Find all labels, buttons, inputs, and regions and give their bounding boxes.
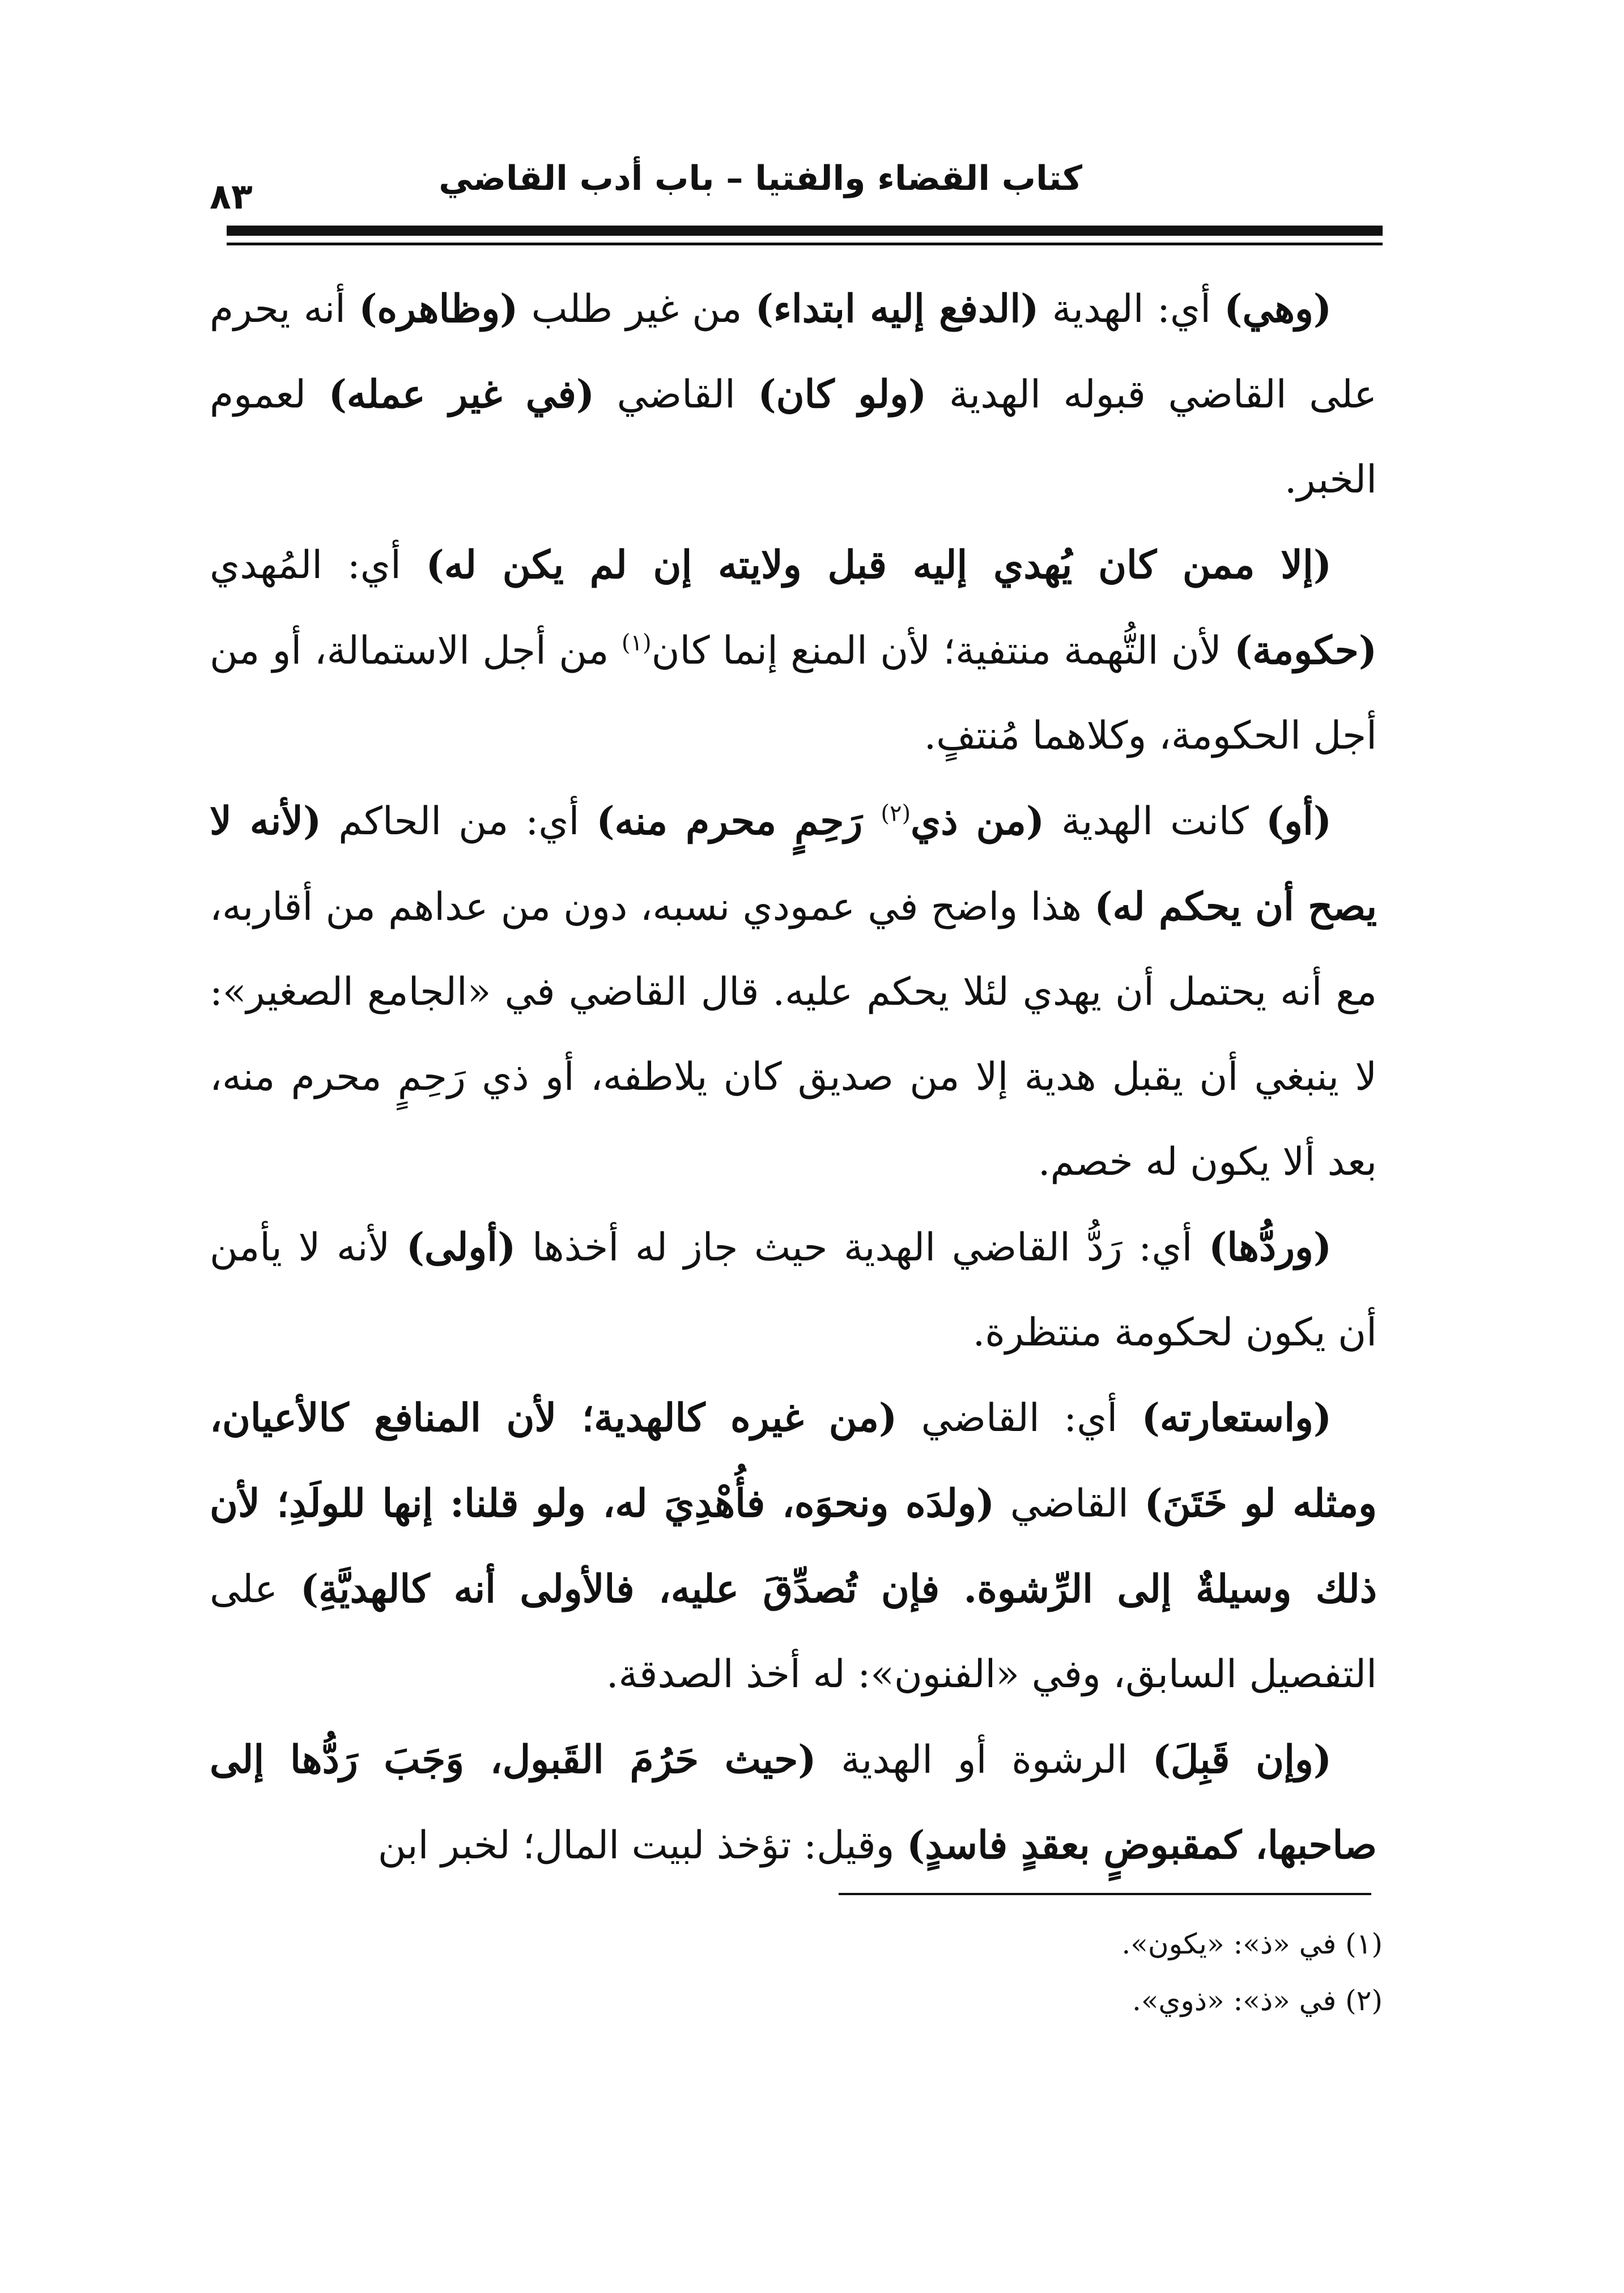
running-head	[210, 142, 1377, 227]
commentary-text: الرشوة أو الهدية	[816, 1738, 1153, 1782]
matn-text: (واستعارته)	[1141, 1395, 1332, 1441]
footnotes	[839, 1916, 1383, 2029]
footnote-marker: (٢)	[881, 800, 911, 827]
paragraph	[210, 523, 1377, 779]
commentary-text: لأنه لا يأمن أن يكون لحكومة منتظرة.	[210, 1225, 1377, 1355]
main-text	[210, 266, 1377, 1888]
matn-text: (وظاهره)	[359, 286, 518, 332]
commentary-text: لعموم الخبر.	[210, 372, 1377, 502]
matn-text: (ولو كان)	[758, 372, 927, 417]
commentary-text: لأن التُّهمة منتفية؛ لأن المنع إنما كان	[651, 629, 1235, 673]
matn-text: (ولدَه ونحوَه، فأُهْدِيَ له، ولو قلنا: إنها للولَدِ؛ لأن ذلك وسيلةٌ إلى الرِّشوة. فإن تُصدِّقَ عليه، فالأولى أنه كالهديَّةِ)	[210, 1481, 1377, 1612]
matn-text: (وهي)	[1224, 286, 1332, 332]
header-rule-thick	[227, 226, 1383, 236]
commentary-text: أنه يحرم على القاضي قبوله الهدية	[210, 287, 1377, 417]
book-title: كتاب القضاء والفتيا – باب أدب القاضي	[439, 159, 1082, 198]
matn-text: (وردُّها)	[1209, 1225, 1332, 1270]
matn-text: (وإن قَبِلَ)	[1152, 1737, 1332, 1782]
commentary-text: من غير طلب	[518, 287, 755, 332]
commentary-text: أي: من الحاكم	[321, 799, 597, 844]
matn-text: (من ذي	[911, 799, 1045, 844]
commentary-text: القاضي	[994, 1481, 1145, 1526]
paragraph	[210, 1375, 1377, 1717]
matn-text: رَحِمٍ محرم منه)	[596, 799, 881, 844]
matn-text: (حكومة)	[1234, 628, 1377, 673]
matn-text: (الدفع إليه ابتداء)	[755, 286, 1039, 332]
commentary-text: أي: المُهدي	[210, 543, 426, 588]
matn-text: (أو)	[1265, 799, 1332, 844]
commentary-text: من أجل الاستمالة، أو من أجل الحكومة، وكلاهما مُنتفٍ.	[210, 629, 1377, 758]
commentary-text: كانت الهدية	[1044, 799, 1266, 844]
paragraph	[210, 1717, 1377, 1888]
paragraph	[210, 1205, 1377, 1375]
commentary-text: وقيل: تؤخذ لبيت المال؛ لخبر ابن	[377, 1823, 907, 1868]
matn-text: (أولى)	[406, 1225, 516, 1270]
commentary-text: القاضي	[594, 372, 758, 417]
paragraph	[210, 266, 1377, 523]
commentary-text: أي: رَدُّ القاضي الهدية حيث جاز له أخذها	[516, 1225, 1209, 1270]
matn-text: (من غيره كالهدية؛ لأن المنافع كالأعيان، ومثله لو خَتَنَ)	[210, 1395, 1377, 1526]
commentary-text: أي: الهدية	[1039, 287, 1225, 332]
matn-text: (إلا ممن كان يُهدي إليه قبل ولايته إن لم يكن له)	[426, 542, 1332, 588]
matn-text: (لأنه لا يصح أن يحكم له)	[210, 799, 1378, 929]
paragraph	[210, 779, 1377, 1205]
header-rule-thin	[227, 243, 1383, 245]
commentary-text: أي: القاضي	[897, 1396, 1142, 1441]
matn-text: (حيث حَرُمَ القَبول، وَجَبَ رَدُّها إلى صاحبها، كمقبوضٍ بعقدٍ فاسدٍ)	[210, 1737, 1377, 1868]
footnote-1: (١) في «ذ»: «يكون».	[1121, 1927, 1383, 1960]
commentary-text: هذا واضح في عمودي نسبه، دون من عداهم من أقاربه، مع أنه يحتمل أن يهدي لئلا يحكم عليه. قال القاضي في «الجامع الصغير»: لا ينبغي أن يقبل هدية إلا من صديق كان يلاطفه، أو ذي رَحِمٍ محرم منه، بعد ألا يكون له خصم.	[210, 885, 1377, 1184]
footnote-2: (٢) في «ذ»: «ذوي».	[1132, 1984, 1383, 2017]
footnote-marker: (١)	[621, 630, 652, 656]
commentary-text: على التفصيل السابق، وفي «الفنون»: له أخذ الصدقة.	[210, 1567, 1377, 1697]
footnote-separator	[839, 1893, 1371, 1895]
matn-text: (في غير عمله)	[328, 372, 595, 417]
page-number: ٨٣	[210, 176, 253, 217]
